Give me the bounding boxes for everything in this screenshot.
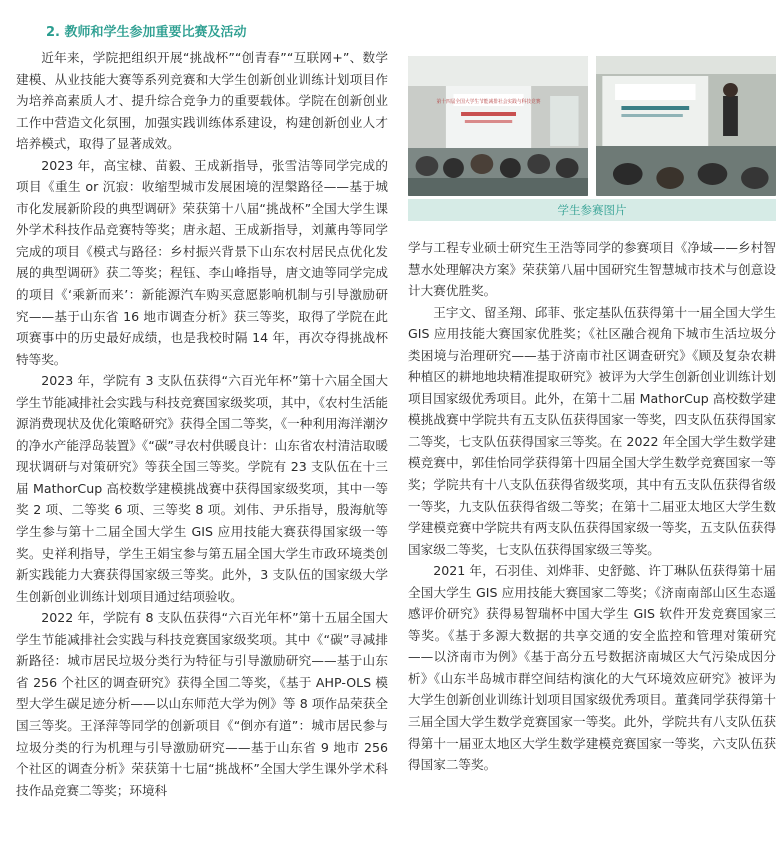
left-column — [4, 24, 388, 801]
paragraph-2023-challenge-cup: 2023 年，高宝棣、苗毅、王成新指导，张雪洁等同学完成的项目《重生 or 沉寂：收缩型城市发展困境的涅槃路径——基于城市化发展新阶段的典型调研》荣获第十八届“挑战杯”全国大学生课外学术科技作品竞赛特等奖；唐永超、王成新指导，刘薰冉等同学完成的项目《模式与路径：乡村振兴背景下山东农村居民点优化发展的典型调研》获二等奖；程钰、李山峰指导，唐文迪等同学完成的项目《‘乘新而来’：新能源汽车购买意愿影响机制与引导激励研究——基于山东省 16 地市调查分析》获三等奖，取得了学院在此项赛事中的历史最好成绩，也是我校时隔 14 年，再次夺得挑战杯特等奖。 — [16, 157, 388, 367]
photo-row — [408, 56, 776, 196]
slide-text: 第十四届全国大学生节能减排社会实践与科技竞赛 — [436, 98, 541, 106]
section-heading: 2. 教师和学生参加重要比赛及活动 — [46, 25, 247, 40]
paragraph-continued-graduate-award: 学与工程专业硕士研究生王浩等同学的参赛项目《净域——乡村智慧水处理解决方案》荣获第八届中国研究生智慧城市技术与创意设计大赛优胜奖。 — [408, 240, 776, 299]
right-column — [408, 56, 776, 776]
competition-photo-1 — [408, 56, 588, 196]
paragraph-2023-energy-saving: 2023 年，学院有 3 支队伍获得“六百光年杯”第十六届全国大学生节能减排社会实践与科技竞赛国家级奖项，其中，《农村生活能源消费现状及优化策略研究》获得全国二等奖，《一种利用海洋潮汐的净水产能浮岛装置》《“碳”寻农村供暖良计：山东省农村清洁取暖现状调研与对策研究》等获全国三等奖。学院有 23 支队伍在十三届 MathorCup 高校数学建模挑战赛中获得国家级奖项，其中一等奖 2 项、二等奖 6 项、三等奖 8 项。刘伟、尹乐指导，殷海航等学生参与第十二届全国大学生 GIS 应用技能大赛获得国家级一等奖。史祥利指导，学生王娟宝参与第五届全国大学生市政环境类创新实践能力大赛获得国家级三等奖。此外，3 支队伍的国家级大学生创新创业训练计划项目通过结项验收。 — [16, 373, 388, 604]
competition-photo-2 — [596, 56, 776, 196]
paragraph-gis-and-mathorcup: 王宇文、留圣翔、邱菲、张定基队伍获得第十一届全国大学生 GIS 应用技能大赛国家优胜奖；《社区融合视角下城市生活垃圾分类困境与治理研究——基于济南市社区调查研究》《顾及复杂农耕种植区的耕地地块精准提取研究》被评为大学生创新创业训练计划项目国家级优秀项目。此外，在第十二届 MathorCup 高校数学建模挑战赛中学院共有五支队伍获得国家一等奖，四支队伍获得国家二等奖，七支队伍获得国家三等奖。在 2022 年全国大学生数学建模竞赛中，郭佳怡同学获得第十四届全国大学生数学竞赛国家一等奖；学院共有十八支队伍获得省级奖项，其中有五支队伍获得省级一等奖，九支队伍获得省级二等奖；在第十二届亚太地区大学生数学建模竞赛中学院共有两支队伍获得国家级一等奖，五支队伍获得国家级二等奖，七支队伍获得国家级三等奖。 — [408, 304, 776, 557]
photo-caption: 学生参赛图片 — [408, 199, 776, 221]
paragraph-intro: 近年来，学院把组织开展“挑战杯”“创青春”“互联网+”、数学建模、从业技能大赛等系列竞赛和大学生创新创业训练计划项目作为培养高素质人才、提升综合竞争力的重要载体。学院在创新创业工作中营造文化氛围，加强实践训练体系建设，构建创新创业人才培养模式，取得了显著成效。 — [16, 50, 388, 152]
paragraph-2021-awards: 2021 年，石羽佳、刘烨菲、史舒懿、许丁琳队伍获得第十届全国大学生 GIS 应用技能大赛国家二等奖；《济南南部山区生态遥感评价研究》获得易智瑞杯中国大学生 GIS 软件开发竞赛国家三等奖。《基于多源大数据的共享交通的安全监控和管理对策研究——以济南市为例》《基于高分五号数据济南城区大气污染成因分析》《山东半岛城市群空间结构演化的大气环境效应研究》被评为大学生创新创业训练计划项目国家级优秀项目。董龚同学获得第十三届全国大学生数学竞赛国家一等奖。此外，学院共有八支队伍获得第十一届亚太地区大学生数学建模竞赛国家一等奖，六支队伍获得国家二等奖。 — [408, 563, 776, 773]
paragraph-2022-energy-saving: 2022 年，学院有 8 支队伍获得“六百光年杯”第十五届全国大学生节能减排社会实践与科技竞赛国家级奖项。其中《“碳”寻减排新路径：城市居民垃圾分类行为特征与引导激励研究——基于山东省 256 个社区的调查研究》获得全国二等奖，《基于 AHP-OLS 模型大学生碳足迹分析——以山东师范大学为例》等 8 项作品荣获全国三等奖。王泽萍等同学的创新项目《“倒亦有道”：城市居民参与垃圾分类的行为机理与引导激励研究——基于山东省 9 地市 256 个社区的调查分析》荣获第十七届“挑战杯”全国大学生课外学术科技作品竞赛二等奖；环境科 — [16, 610, 388, 798]
